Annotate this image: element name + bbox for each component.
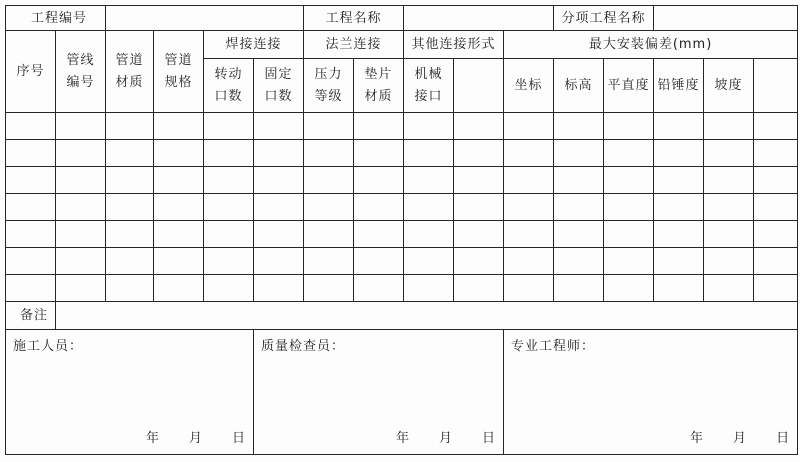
header-pressure-class-line1: 压力 [314,66,343,82]
signature-row [6,330,798,455]
table-cell [654,275,704,302]
header-max-deviation: 最大安装偏差(mm) [504,31,798,59]
header-rotating-joints-line2: 口数 [214,88,243,104]
table-cell [604,248,654,275]
table-cell [6,140,56,167]
table-cell [504,140,554,167]
table-cell [304,248,354,275]
table-cell [354,275,404,302]
table-cell [106,248,154,275]
table-cell [6,248,56,275]
table-cell [604,221,654,248]
table-cell [604,194,654,221]
table-cell [654,140,704,167]
table-cell [204,275,254,302]
table-cell [454,113,504,140]
table-cell [354,140,404,167]
table-cell [704,194,754,221]
table-cell [304,194,354,221]
table-cell [106,140,154,167]
table-cell [56,275,106,302]
date-year-label: 年 [690,431,705,446]
table-cell [454,140,504,167]
table-cell [404,194,454,221]
table-cell [106,167,154,194]
constructor-label: 施工人员： [13,339,84,354]
table-cell [354,167,404,194]
table-cell [204,140,254,167]
remarks-value [56,302,798,330]
header-rotating-joints-line1: 转动 [214,66,243,82]
table-cell [106,221,154,248]
remarks-row [6,302,798,330]
header-welding: 焊接连接 [204,31,304,59]
table-row [6,221,798,248]
table-cell [56,167,106,194]
table-cell [404,113,454,140]
header-pressure-class-line2: 等级 [314,88,343,104]
header-pipe-spec-line1: 管道 [164,52,193,68]
sub-project-name-value [654,6,798,31]
table-cell [504,248,554,275]
header-fixed-joints [254,59,304,113]
table-cell [554,248,604,275]
table-cell [154,140,204,167]
table-cell [604,140,654,167]
table-cell [704,221,754,248]
table-cell [554,275,604,302]
table-cell [554,194,604,221]
header-rotating-joints [204,59,254,113]
table-cell [56,248,106,275]
table-cell [554,140,604,167]
table-cell [254,113,304,140]
header-gasket-material-line2: 材质 [364,88,393,104]
table-cell [504,275,554,302]
header-mechanical-joint [404,59,454,113]
table-cell [106,113,154,140]
table-cell [254,140,304,167]
table-cell [554,113,604,140]
constructor-date [117,432,246,445]
header-fixed-joints-line2: 口数 [264,88,293,104]
table-cell [754,167,798,194]
constructor-signature-cell [6,330,254,455]
quality-inspector-label: 质量检查员： [261,339,346,354]
header-flange: 法兰连接 [304,31,404,59]
header-pipe-material [106,31,154,113]
engineer-date [661,432,790,445]
table-cell [6,194,56,221]
table-cell [6,221,56,248]
table-cell [254,221,304,248]
table-row [6,140,798,167]
table-cell [204,248,254,275]
table-cell [154,167,204,194]
table-cell [754,113,798,140]
table-cell [654,113,704,140]
table-cell [304,167,354,194]
header-other-blank [454,59,504,113]
header-seq: 序号 [6,31,56,113]
header-gasket-material [354,59,404,113]
table-row [6,113,798,140]
table-cell [254,248,304,275]
remarks-label: 备注 [6,302,56,330]
table-cell [404,140,454,167]
table-cell [654,167,704,194]
header-flatness: 平直度 [604,59,654,113]
header-pipe-material-line1: 管道 [115,52,144,68]
table-cell [754,194,798,221]
table-cell [704,248,754,275]
table-row [6,167,798,194]
table-cell [454,167,504,194]
table-cell [6,275,56,302]
header-deviation-blank [754,59,798,113]
table-cell [354,248,404,275]
table-cell [554,167,604,194]
table-cell [454,221,504,248]
project-no-value [106,6,304,31]
table-cell [504,194,554,221]
header-pipeline-no [56,31,106,113]
table-cell [254,194,304,221]
table-cell [254,167,304,194]
table-cell [56,113,106,140]
header-other-connection: 其他连接形式 [404,31,504,59]
table-cell [654,221,704,248]
table-cell [404,167,454,194]
table-cell [704,140,754,167]
header-gasket-material-line1: 垫片 [364,66,393,82]
table-row [6,248,798,275]
table-cell [354,194,404,221]
date-month-label: 月 [188,431,203,446]
date-day-label: 日 [482,431,497,446]
project-info-row [6,6,798,31]
project-name-value [404,6,554,31]
header-mechanical-joint-line2: 接口 [414,88,443,104]
table-cell [204,221,254,248]
table-cell [304,113,354,140]
header-pipe-spec-line2: 规格 [164,74,193,90]
header-coordinate: 坐标 [504,59,554,113]
table-cell [704,113,754,140]
table-cell [604,167,654,194]
table-cell [154,113,204,140]
table-cell [554,221,604,248]
table-cell [454,275,504,302]
table-row [6,194,798,221]
table-cell [304,275,354,302]
table-cell [204,113,254,140]
engineer-signature-cell [504,330,798,455]
table-cell [704,167,754,194]
table-cell [304,221,354,248]
table-cell [154,275,204,302]
header-slope: 坡度 [704,59,754,113]
table-cell [604,113,654,140]
table-cell [56,140,106,167]
project-no-label: 工程编号 [6,6,106,31]
table-cell [504,221,554,248]
header-elevation: 标高 [554,59,604,113]
table-cell [654,248,704,275]
table-cell [6,113,56,140]
quality-inspector-signature-cell [254,330,504,455]
table-cell [454,248,504,275]
table-cell [354,113,404,140]
header-pressure-class [304,59,354,113]
table-cell [754,275,798,302]
table-cell [654,194,704,221]
table-cell [204,194,254,221]
table-cell [106,194,154,221]
table-row [6,275,798,302]
date-day-label: 日 [232,431,247,446]
table-cell [56,194,106,221]
table-cell [154,248,204,275]
table-cell [704,275,754,302]
table-cell [204,167,254,194]
table-cell [6,167,56,194]
table-cell [754,221,798,248]
table-cell [504,113,554,140]
header-verticality: 铅锤度 [654,59,704,113]
header-pipeline-no-line1: 管线 [66,52,95,68]
table-cell [404,275,454,302]
table-cell [404,221,454,248]
form-table [5,5,798,455]
date-year-label: 年 [145,431,160,446]
engineer-label: 专业工程师： [511,339,596,354]
quality-inspector-date [367,432,496,445]
column-group-header-row [6,31,798,59]
table-cell [354,221,404,248]
table-cell [404,248,454,275]
header-pipeline-no-line2: 编号 [66,74,95,90]
header-mechanical-joint-line1: 机械 [414,66,443,82]
table-cell [304,140,354,167]
date-year-label: 年 [395,431,410,446]
table-cell [604,275,654,302]
date-month-label: 月 [733,431,748,446]
project-name-label: 工程名称 [304,6,404,31]
table-cell [504,167,554,194]
table-cell [254,275,304,302]
header-pipe-material-line2: 材质 [115,74,144,90]
table-cell [454,194,504,221]
table-cell [154,194,204,221]
table-cell [154,221,204,248]
date-day-label: 日 [776,431,791,446]
sub-project-name-label: 分项工程名称 [554,6,654,31]
table-cell [754,140,798,167]
table-cell [106,275,154,302]
table-cell [754,248,798,275]
table-cell [56,221,106,248]
header-pipe-spec [154,31,204,113]
date-month-label: 月 [439,431,454,446]
header-fixed-joints-line1: 固定 [264,66,293,82]
